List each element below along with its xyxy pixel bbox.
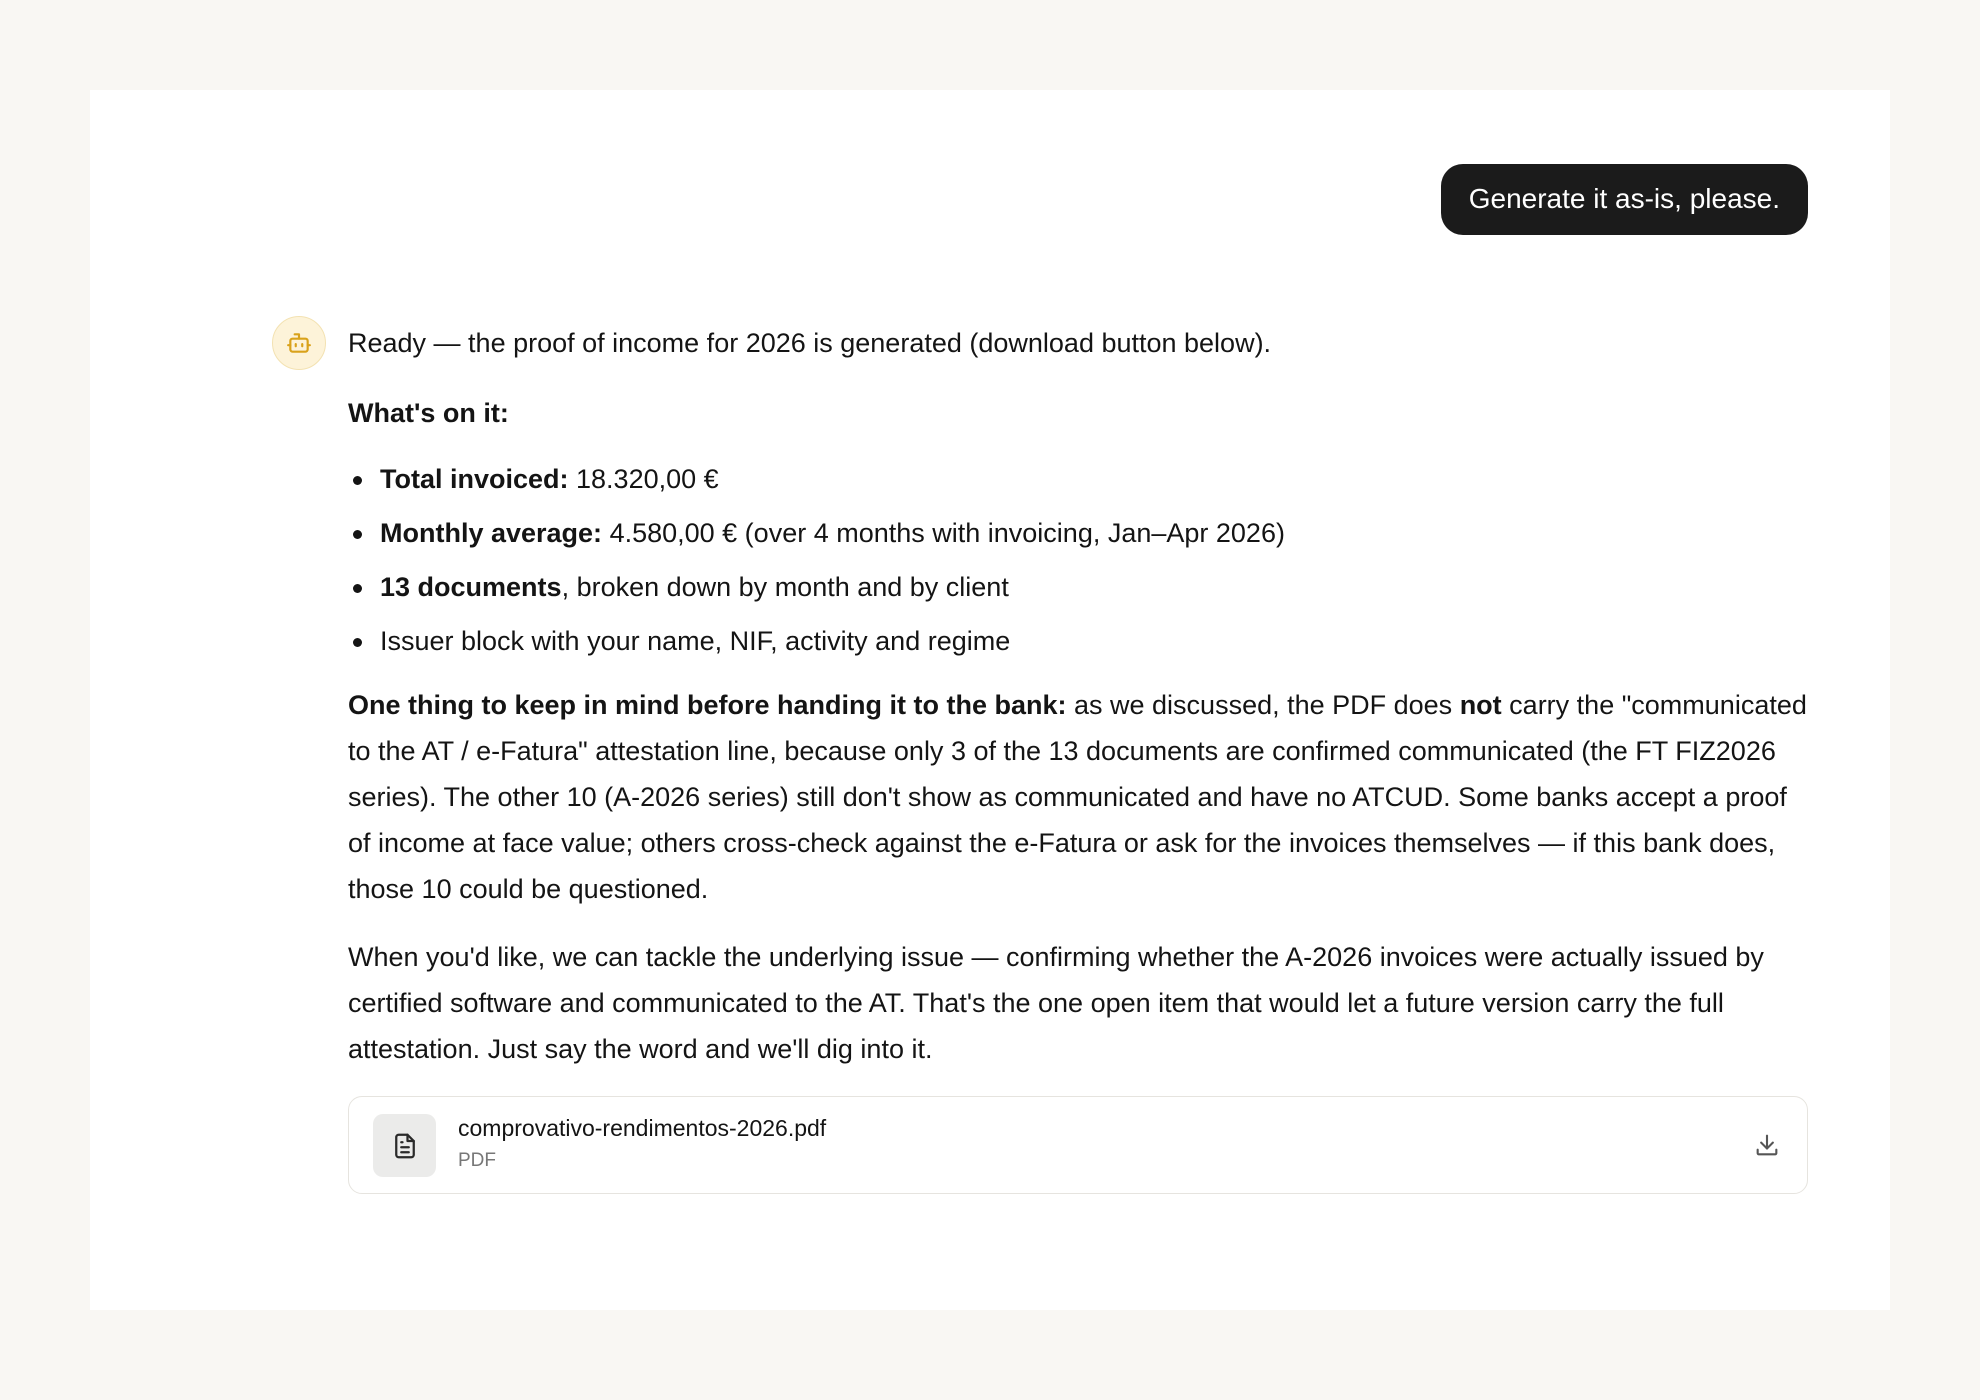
- bank-caveat-paragraph: [348, 682, 1808, 912]
- list-item: [380, 510, 1808, 556]
- summary-heading: What's on it:: [348, 398, 509, 428]
- file-attachment[interactable]: [348, 1096, 1808, 1194]
- file-type: PDF: [458, 1150, 496, 1171]
- assistant-message-content: [348, 316, 1808, 1194]
- caveat-lead: One thing to keep in mind before handing it to the bank:: [348, 690, 1067, 720]
- list-item-label: Monthly average:: [380, 518, 603, 548]
- list-item: [380, 564, 1808, 610]
- list-item-text: 4.580,00 € (over 4 months with invoicing, Jan–Apr 2026): [602, 518, 1285, 548]
- list-item-text: , broken down by month and by client: [561, 572, 1009, 602]
- summary-list: [348, 456, 1808, 664]
- list-item: [380, 456, 1808, 502]
- caveat-text: carry the "communicated to the AT / e-Fatura" attestation line, because only 3 of the 13 documents are confirmed communicated (the FT FIZ2026 series). The other 10 (A-2026 series) still don't show as communicated and have no ATCUD. Some banks accept a proof of income at face value; others cross-check against the e-Fatura or ask for the invoices themselves — if this bank does, those 10 could be questioned.: [348, 690, 1807, 904]
- download-button[interactable]: [1749, 1127, 1785, 1163]
- caveat-emphasis: not: [1459, 690, 1502, 720]
- caveat-text: as we discussed, the PDF does: [1066, 690, 1460, 720]
- list-item-text: 18.320,00 €: [568, 464, 719, 494]
- list-item: [380, 618, 1808, 664]
- assistant-intro: Ready — the proof of income for 2026 is generated (download button below).: [348, 328, 1272, 358]
- chat-panel: [90, 90, 1890, 1310]
- document-icon: [390, 1131, 420, 1161]
- follow-up-paragraph: When you'd like, we can tackle the underlying issue — confirming whether the A-2026 invoices were actually issued by certified software and communicated to the AT. That's the one open item that would let a future version carry the full attestation. Just say the word and we'll dig into it.: [348, 942, 1764, 1064]
- user-message-row: [1441, 164, 1808, 235]
- file-icon-box: [373, 1114, 436, 1177]
- list-item-label: 13 documents: [380, 572, 562, 602]
- download-icon: [1753, 1131, 1781, 1159]
- file-name: comprovativo-rendimentos-2026.pdf: [458, 1115, 827, 1141]
- robot-icon: [286, 330, 312, 356]
- user-message-bubble: Generate it as-is, please.: [1441, 164, 1808, 235]
- list-item-label: Total invoiced:: [380, 464, 569, 494]
- assistant-avatar: [272, 316, 326, 370]
- list-item-text: Issuer block with your name, NIF, activity and regime: [380, 626, 1011, 656]
